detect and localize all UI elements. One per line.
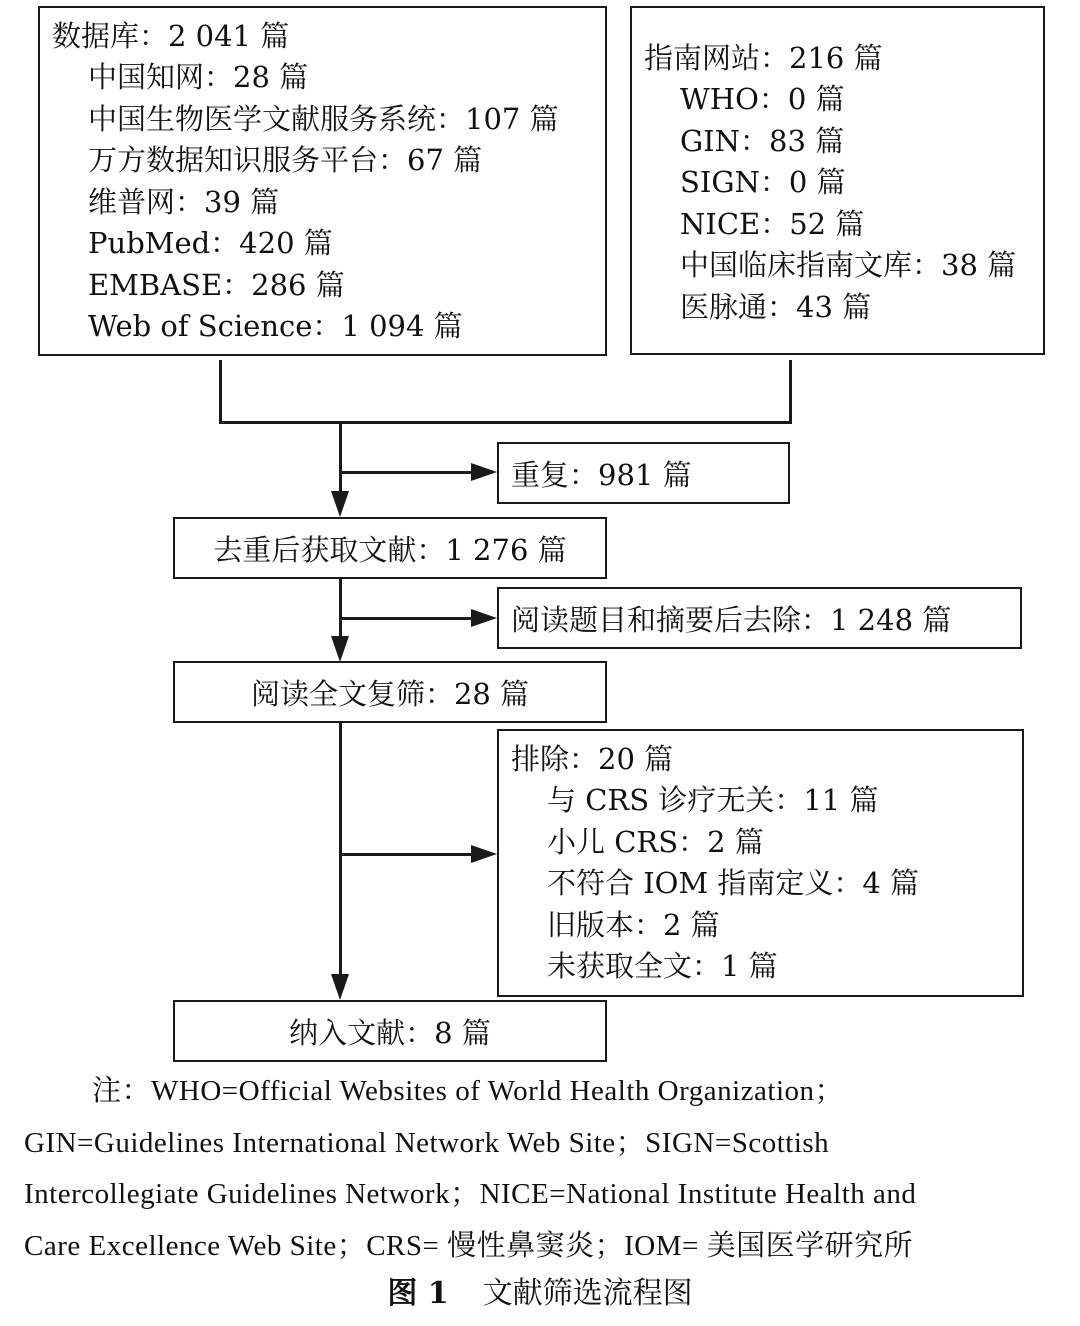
arrow-down-icon — [331, 636, 349, 662]
title-abstract-excluded-label: 阅读题目和摘要后去除：1 248 篇 — [511, 602, 952, 637]
included-box — [173, 1000, 607, 1062]
included-label: 纳入文献：8 篇 — [289, 1015, 491, 1050]
figure-number: 图 1 — [387, 1276, 449, 1311]
database-item-embase: EMBASE：286 篇 — [88, 267, 345, 302]
arrow-right-icon — [471, 463, 497, 481]
excluded-item-old-version: 旧版本：2 篇 — [547, 907, 720, 942]
connector-merge-horizontal — [219, 421, 792, 424]
excluded-total: 排除：20 篇 — [511, 742, 674, 776]
figure-title: 文献筛选流程图 — [482, 1276, 693, 1311]
databases-list — [52, 16, 559, 348]
guideline-sites-box — [630, 6, 1045, 355]
database-item-pubmed: PubMed：420 篇 — [88, 226, 333, 260]
arrow-right-icon — [471, 845, 497, 863]
arrow-down-icon — [331, 491, 349, 517]
flow-line-1 — [339, 422, 342, 494]
guideline-sites-list — [644, 38, 1016, 328]
excluded-list — [511, 739, 919, 988]
duplicates-box — [497, 442, 790, 504]
branch-line-duplicates — [340, 471, 472, 474]
flow-line-2 — [339, 578, 342, 638]
guideline-item-gin: GIN：83 篇 — [680, 123, 845, 158]
excluded-item-unrelated: 与 CRS 诊疗无关：11 篇 — [547, 783, 879, 817]
guideline-item-who: WHO：0 篇 — [680, 82, 845, 116]
database-item-wos: Web of Science：1 094 篇 — [88, 309, 463, 343]
database-item-sinomed: 中国生物医学文献服务系统：107 篇 — [88, 101, 559, 136]
after-dedup-box — [173, 517, 607, 579]
note-line-4: Care Excellence Web Site；CRS= 慢性鼻窦炎；IOM= 美国医学研究所 — [24, 1229, 914, 1262]
title-abstract-excluded-box — [497, 587, 1022, 649]
excluded-item-pediatric: 小儿 CRS：2 篇 — [547, 824, 764, 859]
databases-total: 数据库：2 041 篇 — [52, 19, 290, 53]
note-line-3: Intercollegiate Guidelines Network；NICE=National Institute Health and — [24, 1178, 917, 1210]
excluded-item-not-iom: 不符合 IOM 指南定义：4 篇 — [547, 866, 920, 900]
database-item-wanfang: 万方数据知识服务平台：67 篇 — [88, 143, 483, 177]
excluded-box — [497, 729, 1024, 997]
fulltext-screen-label: 阅读全文复筛：28 篇 — [250, 676, 530, 711]
guideline-item-cgl: 中国临床指南文库：38 篇 — [680, 248, 1017, 282]
after-dedup-label: 去重后获取文献：1 276 篇 — [213, 532, 567, 567]
figure-caption — [0, 1274, 1080, 1314]
flow-line-3 — [339, 722, 342, 976]
guideline-item-medlive: 医脉通：43 篇 — [680, 289, 872, 324]
database-item-vip: 维普网：39 篇 — [88, 184, 280, 219]
figure-note — [24, 1066, 1058, 1272]
note-line-1: 注：WHO=Official Websites of World Health Organization； — [92, 1075, 845, 1107]
branch-line-ta-excluded — [340, 617, 472, 620]
branch-line-excluded — [340, 853, 472, 856]
note-line-2: GIN=Guidelines International Network Web Site；SIGN=Scottish — [24, 1126, 830, 1159]
duplicates-label: 重复：981 篇 — [511, 457, 692, 492]
arrow-down-icon — [331, 974, 349, 1000]
guideline-sites-total: 指南网站：216 篇 — [644, 41, 883, 75]
databases-box — [38, 6, 607, 356]
fulltext-screen-box — [173, 661, 607, 723]
guideline-item-nice: NICE：52 篇 — [680, 206, 865, 241]
database-item-cnki: 中国知网：28 篇 — [88, 60, 309, 94]
connector-right-vertical — [789, 360, 792, 423]
connector-left-vertical — [219, 360, 222, 423]
excluded-item-no-fulltext: 未获取全文：1 篇 — [547, 949, 778, 983]
arrow-right-icon — [471, 609, 497, 627]
guideline-item-sign: SIGN：0 篇 — [680, 165, 846, 199]
